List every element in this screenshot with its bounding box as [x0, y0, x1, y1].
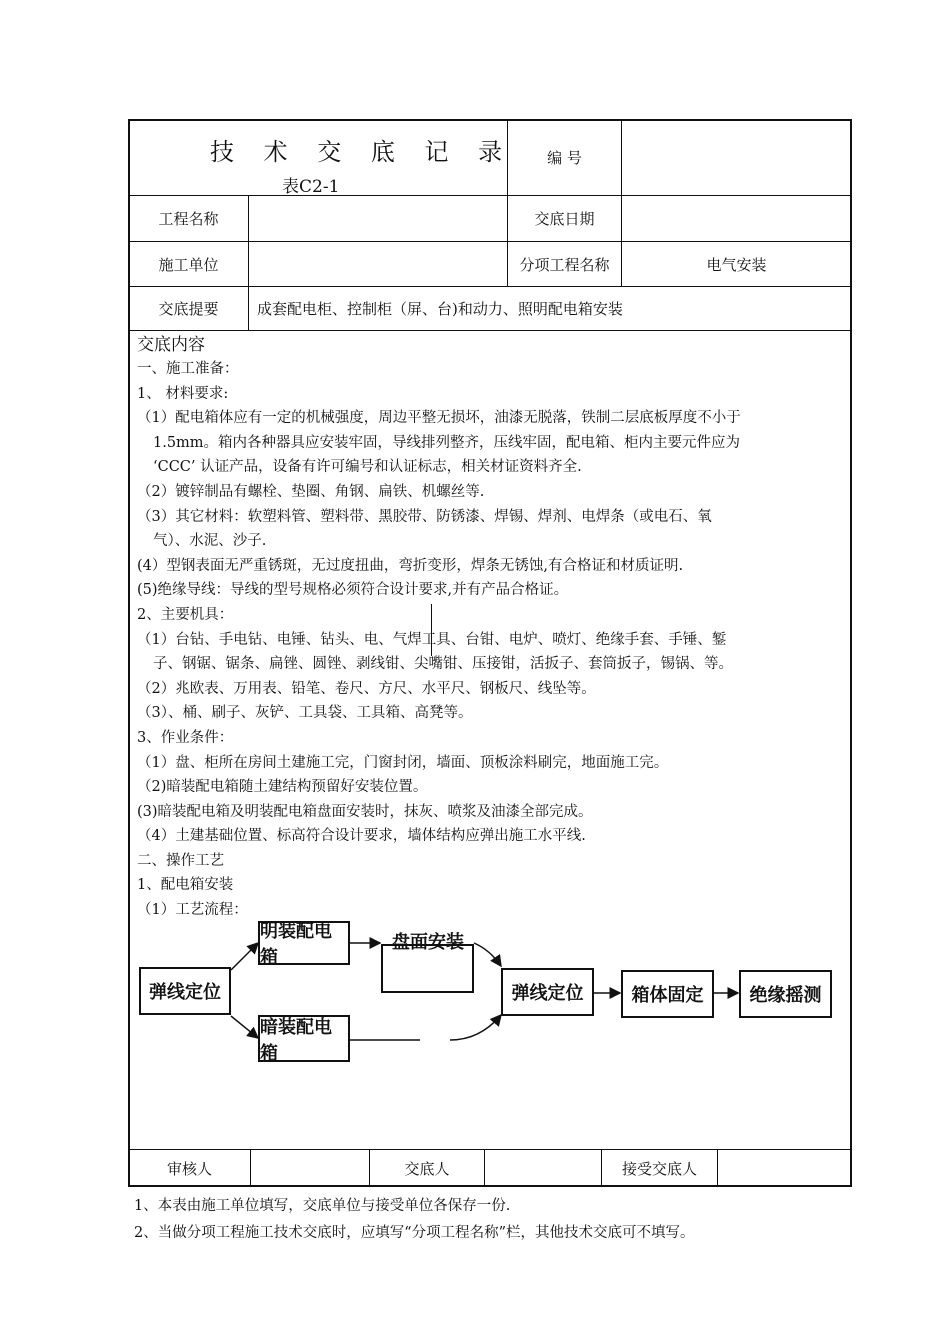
content-line: 3、作业条件：: [137, 729, 234, 746]
rule-row3-bottom: [129, 330, 851, 331]
content-line: (4）型钢表面无严重锈斑，无过度扭曲，弯折变形，焊条无锈蚀,有合格证和材质证明.: [137, 557, 684, 574]
date-value[interactable]: [622, 196, 851, 241]
content-heading: 交底内容: [137, 335, 205, 355]
summary-label: 交底提要: [158, 300, 219, 318]
reviewer-value[interactable]: [251, 1150, 369, 1186]
content-line: (5)绝缘导线：导线的型号规格必须符合设计要求,并有产品合格证。: [137, 582, 569, 599]
content-line: （4）土建基础位置、标高符合设计要求，墙体结构应弹出施工水平线.: [137, 828, 586, 845]
content-line: 子、钢锯、锯条、扁锉、圆锉、剥线钳、尖嘴钳、压接钳，活扳子、套筒扳子，锡锅、等。: [153, 656, 733, 673]
presenter-value[interactable]: [485, 1150, 601, 1186]
subproject-label: 分项工程名称: [519, 255, 610, 274]
content-line: 2、主要机具：: [137, 606, 234, 623]
form-title: 技 术 交 底 记 录: [210, 138, 514, 166]
reviewer-label: 审核人: [166, 1159, 212, 1178]
content-line: 二、操作工艺: [137, 852, 224, 869]
receiver-label: 接受交底人: [621, 1159, 697, 1178]
content-line: 气）、水泥、沙子.: [153, 533, 267, 550]
unit-label: 施工单位: [158, 255, 219, 274]
flow-surface-box: 明装配电箱: [258, 921, 350, 965]
content-line: （1）台钻、手电钻、电锤、钻头、电、气焊工具、台钳、电炉、喷灯、绝缘手套、手锤、錾: [137, 631, 727, 648]
content-line: （3）其它材料：软塑料管、塑料带、黑胶带、防锈漆、焊锡、焊剂、电焊条（或电石、氧: [137, 508, 712, 525]
flow-panel-install-label: 盘面安装: [392, 932, 464, 953]
note-line: 2、当做分项工程施工技术交底时，应填写“分项工程名称”栏，其他技术交底可不填写。: [134, 1225, 695, 1241]
summary-value[interactable]: 成套配电柜、控制柜（屏、台)和动力、照明配电箱安装: [257, 300, 623, 318]
flow-layout: 弹线定位: [501, 968, 594, 1016]
content-line: （1）工艺流程：: [137, 902, 248, 919]
flow-box-fix: 箱体固定: [621, 970, 714, 1018]
number-value[interactable]: [622, 120, 851, 195]
content-line: 1、配电箱安装: [137, 877, 234, 894]
flow-insulation-test: 绝缘摇测: [739, 970, 832, 1018]
content-line: （2）兆欧表、万用表、铅笔、卷尺、方尺、水平尺、钢板尺、线坠等。: [137, 680, 596, 697]
content-line: （2）镀锌制品有螺栓、垫圈、角钢、扁铁、机螺丝等.: [137, 483, 485, 500]
content-body: [137, 333, 849, 923]
content-line: （1）配电箱体应有一定的机械强度，周边平整无损坏，油漆无脱落，铁制二层底板厚度不小于: [137, 410, 741, 427]
content-line: 1.5mm。箱内各种器具应安装牢固，导线排列整齐，压线牢固，配电箱、柜内主要元件应为: [153, 434, 741, 451]
receiver-value[interactable]: [718, 1150, 851, 1186]
unit-value[interactable]: [249, 242, 507, 286]
project-name-value[interactable]: [249, 196, 507, 241]
form-code: 表C2-1: [282, 177, 340, 197]
content-line: (3)暗装配电箱及明装配电箱盘面安装时，抹灰、喷浆及油漆全部完成。: [137, 803, 593, 820]
content-line: （2)暗装配电箱随土建结构预留好安装位置。: [137, 779, 428, 796]
presenter-label: 交底人: [404, 1159, 450, 1178]
number-label: 编 号: [547, 149, 582, 167]
subproject-value[interactable]: 电气安装: [706, 255, 767, 274]
content-line: ‘CCC’ 认证产品，设备有许可编号和认证标志，相关材证资料齐全.: [153, 459, 582, 476]
content-line: （1）盘、柜所在房间土建施工完，门窗封闭，墙面、顶板涂料刷完，地面施工完。: [137, 754, 669, 771]
date-label: 交底日期: [534, 210, 595, 228]
content-line: 1、 材料要求:: [137, 385, 229, 402]
content-line: 一、施工准备：: [137, 361, 239, 377]
stray-mark: [431, 604, 432, 656]
form-notes: [134, 1193, 695, 1247]
flow-concealed-box: 暗装配电箱: [258, 1015, 350, 1062]
project-name-label: 工程名称: [158, 210, 219, 228]
note-line: 1、本表由施工单位填写，交底单位与接受单位各保存一份.: [134, 1198, 511, 1214]
content-line: （3）、桶、刷子、灰铲、工具袋、工具箱、高凳等。: [137, 705, 473, 722]
flow-layout-start: 弹线定位: [139, 967, 231, 1015]
